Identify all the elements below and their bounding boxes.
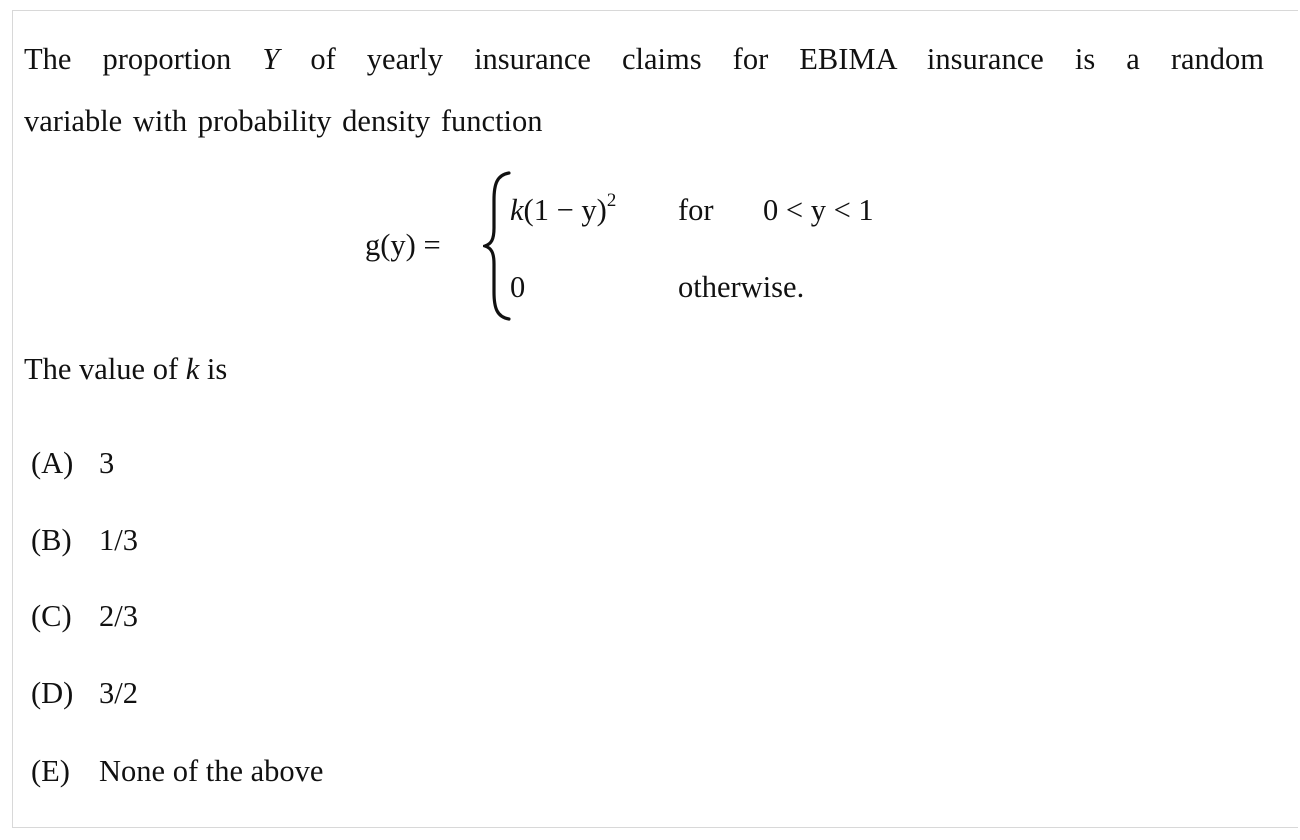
pdf-function-lhs: g(y) = <box>365 228 441 262</box>
case1-k: k <box>510 193 524 227</box>
choice-text: 2/3 <box>99 599 138 633</box>
problem-statement <box>24 28 1264 152</box>
random-variable-Y: Y <box>262 42 280 76</box>
choice-text: 3/2 <box>99 676 138 710</box>
question-text-start: The value of <box>24 352 179 386</box>
question-var-k: k <box>185 352 200 386</box>
choice-label: (E) <box>31 754 70 788</box>
choice-d[interactable] <box>31 676 138 711</box>
choice-c[interactable] <box>31 599 138 634</box>
question-text-end: is <box>206 352 228 386</box>
problem-line-2: variable with probability density function <box>24 104 543 138</box>
choice-label: (C) <box>31 599 72 633</box>
piecewise-brace <box>483 170 513 322</box>
case1-expression <box>510 189 617 228</box>
choice-text: 3 <box>99 446 115 480</box>
problem-line-1 <box>24 28 1264 90</box>
choice-label: (D) <box>31 676 74 710</box>
case1-for-label: for <box>678 193 714 227</box>
choice-a[interactable] <box>31 446 114 481</box>
choice-text: 1/3 <box>99 523 138 557</box>
problem-text-start: The proportion <box>24 42 232 76</box>
choice-label: (A) <box>31 446 74 480</box>
problem-text-end: of yearly insurance claims for EBIMA insurance is a random <box>310 42 1265 76</box>
question-prompt <box>24 352 227 387</box>
case2-otherwise-label: otherwise. <box>678 270 805 304</box>
choice-label: (B) <box>31 523 72 557</box>
case1-binomial: (1 − y) <box>523 193 607 227</box>
choice-b[interactable] <box>31 523 138 558</box>
case1-condition: 0 < y < 1 <box>763 193 874 227</box>
choice-text: None of the above <box>99 754 324 788</box>
case2-value: 0 <box>510 270 526 304</box>
choice-e[interactable] <box>31 754 323 789</box>
case1-exponent: 2 <box>606 189 617 211</box>
